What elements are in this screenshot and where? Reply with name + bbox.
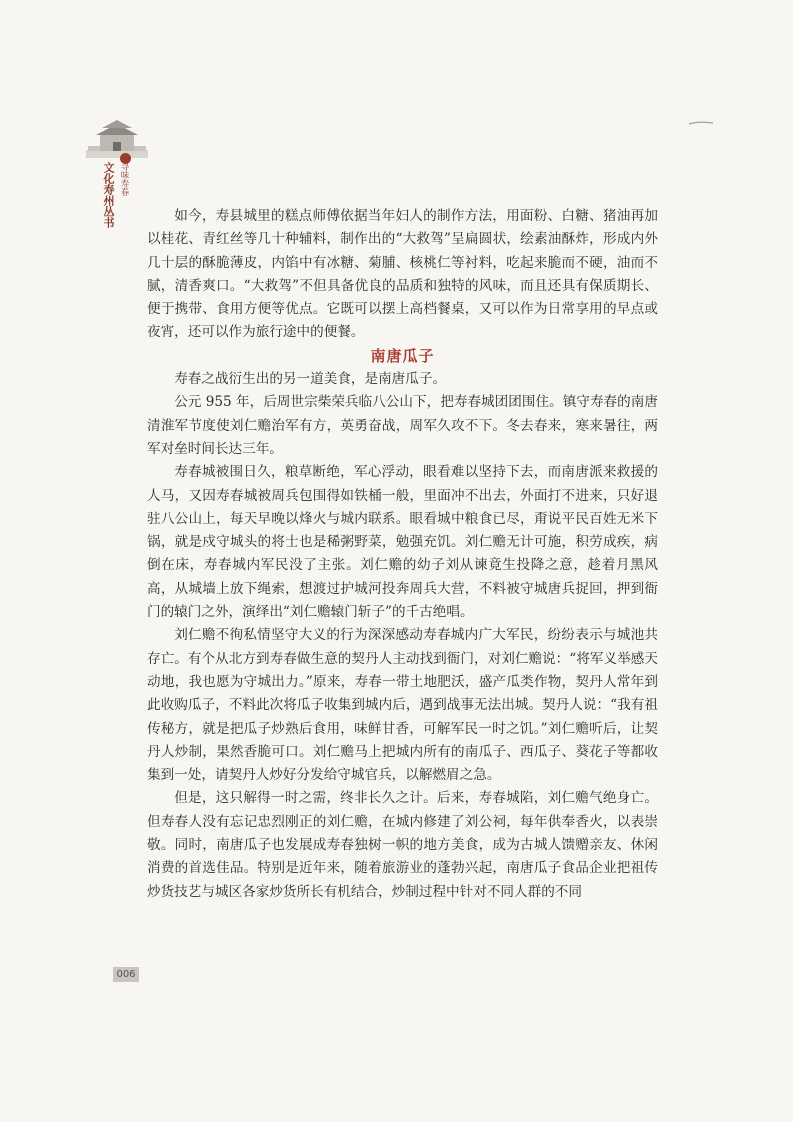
corner-mark-icon (688, 118, 714, 128)
paragraph: 寿春之战衍生出的另一道美食，是南唐瓜子。 (174, 371, 447, 388)
series-label (96, 152, 136, 232)
article-body (147, 205, 658, 904)
paragraph: 刘仁赡不徇私情坚守大义的行为深深感动寿春城内广大军民，纷纷表示与城池共存亡。有个从北方到寿春做生意的契丹人主动找到衙门，对刘仁赡说：“将军义举感天动地，我也愿为守城出力。”原来，寿春一带土地肥沃，盛产瓜类作物，契丹人常年到此收购瓜子，不料此次将瓜子收集到城内后，遇到战事无法出城。契丹人说：“我有祖传秘方，就是把瓜子炒熟后食用，味鲜甘香，可解军民一时之饥。”刘仁赡听后，让契丹人炒制，果然香脆可口。刘仁赡马上把城内所有的南瓜子、西瓜子、葵花子等都收集到一处，请契丹人炒好分发给守城官兵，以解燃眉之急。 (147, 627, 658, 784)
paragraph: 寿春城被围日久，粮草断绝，军心浮动，眼看难以坚持下去，而南唐派来救援的人马，又因寿春城被周兵包围得如铁桶一般，里面冲不出去，外面打不进来，只好退驻八公山上，每天早晚以烽火与城内联系。眼看城中粮食已尽，甭说平民百姓无米下锅，就是戍守城头的将士也是稀粥野菜，勉强充饥。刘仁赡无计可施，积劳成疾，病倒在床，寿春城内军民没了主张。刘仁赡的幼子刘从谏竟生投降之意，趁着月黑风高，从城墙上放下绳索，想渡过护城河投奔周兵大营，不料被守城唐兵捉回，押到衙门的辕门之外，演绎出“刘仁赡辕门斩子”的千古绝唱。 (147, 464, 658, 621)
paragraph: 但是，这只解得一时之需，终非长久之计。后来，寿春城陷，刘仁赡气绝身亡。但寿春人没有忘记忠烈刚正的刘仁赡，在城内修建了刘公祠，每年供奉香火，以表崇敬。同时，南唐瓜子也发展成寿春独树一帜的地方美食，成为古城人馈赠亲友、休闲消费的首选佳品。特别是近年来，随着旅游业的蓬勃兴起，南唐瓜子食品企业把祖传炒货技艺与城区各家炒货所长有机结合，炒制过程中针对不同人群的不同 (147, 790, 658, 900)
paragraph: 公元 955 年，后周世宗柴荣兵临八公山下，把寿春城团团围住。镇守寿春的南唐清淮军节度使刘仁赡治军有方，英勇奋战，周军久攻不下。冬去春来，寒来暑往，两军对垒时间长达三年。 (147, 394, 658, 457)
intro-paragraph: 如今，寿县城里的糕点师傅依据当年妇人的制作方法，用面粉、白糖、猪油再加以桂花、青红丝等几十种辅料，制作出的“大救驾”呈扁圆状，绘素油酥炸，形成内外几十层的酥脆薄皮，内馅中有冰糖、菊脯、核桃仁等衬料，吃起来脆而不硬，油而不腻，清香爽口。“大救驾”不但具备优良的品质和独特的风味，而且还具有保质期长、便于携带、食用方便等优点。它既可以摆上高档餐桌，又可以作为日常享用的早点或夜宵，还可以作为旅行途中的便餐。 (147, 208, 658, 341)
series-subtitle: 寻味寿春 (119, 162, 129, 196)
page-number: 006 (113, 967, 139, 982)
section-title: 南唐瓜子 (370, 346, 435, 365)
series-title: 文化寿州丛书 (102, 162, 115, 228)
